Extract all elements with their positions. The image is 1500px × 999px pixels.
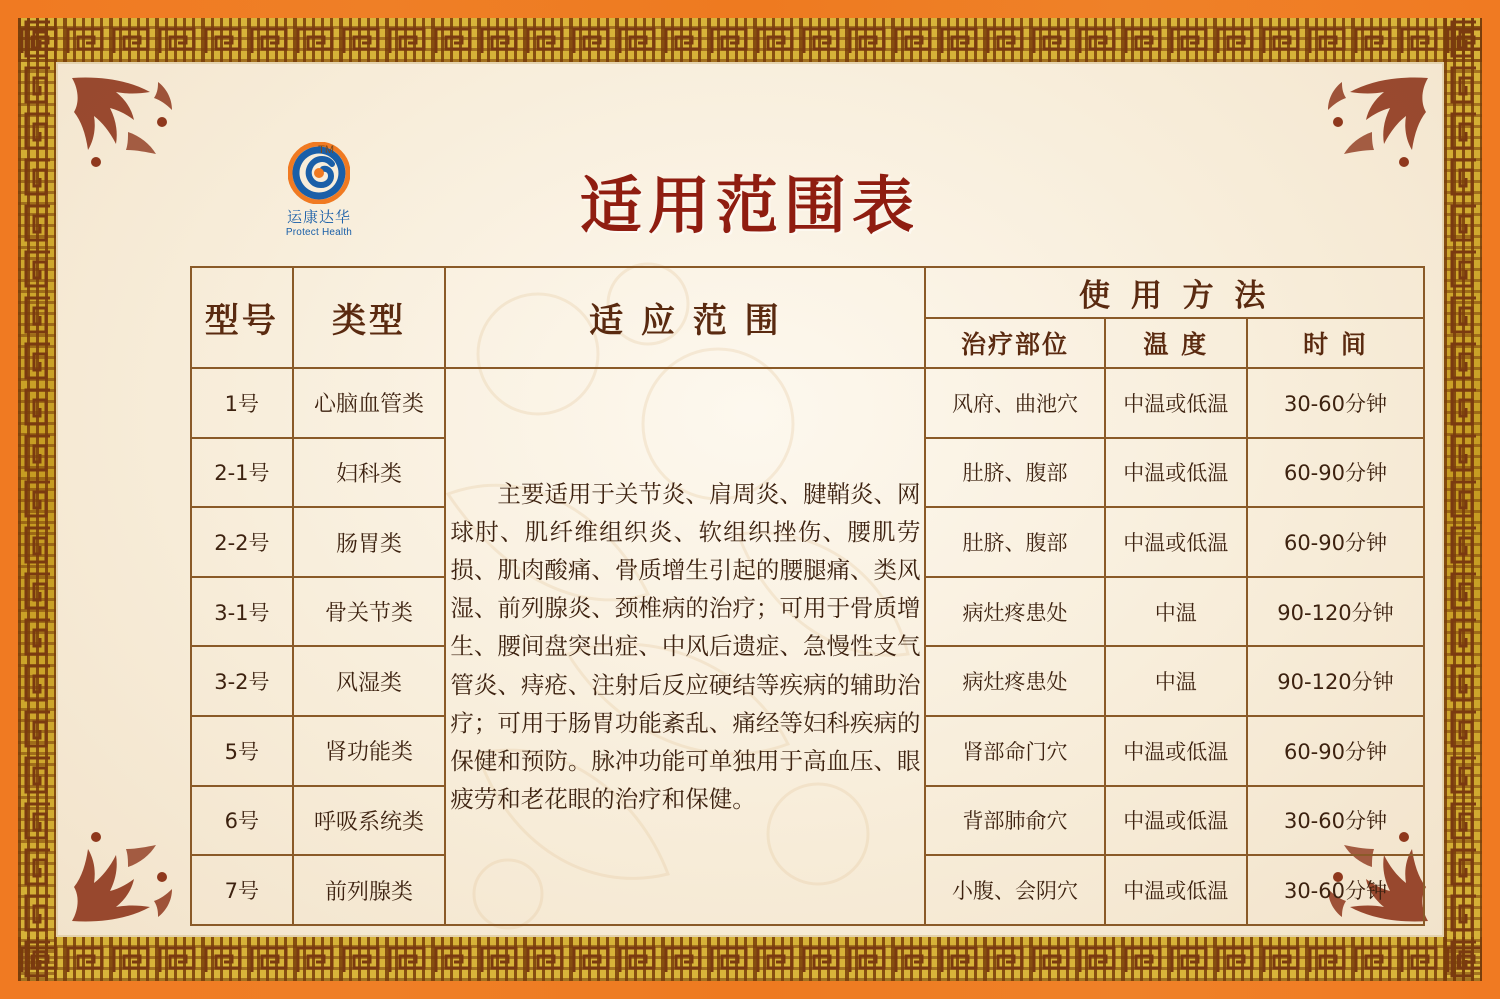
greek-key-motif-icon: [1214, 942, 1260, 976]
greek-key-motif-icon: [1352, 23, 1398, 57]
cell-part: 小腹、会阴穴: [925, 855, 1104, 925]
cell-part: 背部肺俞穴: [925, 786, 1104, 856]
cell-temperature: 中温或低温: [1105, 507, 1247, 577]
greek-key-motif-icon: [202, 23, 248, 57]
cell-part: 病灶疼患处: [925, 577, 1104, 647]
column-header-usage: 使 用 方 法: [925, 267, 1424, 318]
greek-key-motif-icon: [1352, 942, 1398, 976]
greek-key-motif-icon: [1260, 942, 1306, 976]
trademark-symbol: TM: [318, 144, 334, 156]
greek-key-motif-icon: [1446, 800, 1480, 846]
cell-type: 呼吸系统类: [293, 786, 446, 856]
cell-time: 60-90分钟: [1247, 438, 1424, 508]
greek-key-motif-icon: [1168, 942, 1214, 976]
greek-key-motif-icon: [64, 23, 110, 57]
greek-key-motif-icon: [1446, 708, 1480, 754]
cell-temperature: 中温: [1105, 646, 1247, 716]
cell-temperature: 中温或低温: [1105, 438, 1247, 508]
poster-page: [56, 62, 1444, 937]
cell-time: 30-60分钟: [1247, 786, 1424, 856]
greek-key-motif-icon: [800, 23, 846, 57]
greek-key-motif-icon: [20, 110, 54, 156]
greek-key-motif-icon: [20, 800, 54, 846]
greek-key-motif-icon: [1446, 938, 1480, 981]
greek-key-motif-icon: [1260, 23, 1306, 57]
greek-key-motif-icon: [1446, 110, 1480, 156]
greek-key-motif-icon: [1076, 23, 1122, 57]
greek-key-motif-icon: [754, 23, 800, 57]
greek-key-motif-icon: [248, 942, 294, 976]
greek-key-motif-icon: [478, 942, 524, 976]
greek-key-motif-icon: [156, 942, 202, 976]
greek-key-motif-icon: [20, 294, 54, 340]
greek-key-motif-icon: [662, 23, 708, 57]
greek-key-motif-icon: [1446, 64, 1480, 110]
greek-key-motif-icon: [294, 942, 340, 976]
greek-key-motif-icon: [156, 23, 202, 57]
cell-model: 3-2号: [191, 646, 293, 716]
column-header-model: 型号: [191, 267, 293, 368]
column-header-time: 时 间: [1247, 318, 1424, 368]
cell-model: 6号: [191, 786, 293, 856]
greek-key-motif-icon: [1446, 662, 1480, 708]
greek-key-motif-icon: [20, 340, 54, 386]
greek-key-motif-icon: [1446, 156, 1480, 202]
cell-part: 风府、曲池穴: [925, 368, 1104, 438]
column-header-type: 类型: [293, 267, 446, 368]
greek-key-motif-icon: [616, 942, 662, 976]
greek-key-motif-icon: [1306, 23, 1352, 57]
cell-model: 5号: [191, 716, 293, 786]
greek-key-motif-icon: [1446, 248, 1480, 294]
greek-key-motif-icon: [1446, 340, 1480, 386]
decorative-gold-frame: [18, 18, 1482, 981]
brand-name-cn: 运康达华: [286, 208, 351, 226]
cell-type: 肠胃类: [293, 507, 446, 577]
greek-key-motif-icon: [20, 202, 54, 248]
greek-key-motif-icon: [432, 942, 478, 976]
greek-key-motif-icon: [1398, 942, 1444, 976]
column-header-scope: 适 应 范 围: [445, 267, 925, 368]
cell-time: 30-60分钟: [1247, 368, 1424, 438]
greek-key-motif-icon: [1446, 892, 1480, 938]
table-header-row-1: [191, 267, 1424, 318]
greek-key-border-right: [1444, 18, 1482, 981]
greek-key-motif-icon: [570, 23, 616, 57]
greek-key-motif-icon: [20, 662, 54, 708]
cell-temperature: 中温: [1105, 577, 1247, 647]
greek-key-motif-icon: [524, 23, 570, 57]
greek-key-motif-icon: [1446, 570, 1480, 616]
greek-key-motif-icon: [20, 616, 54, 662]
greek-key-motif-icon: [1122, 23, 1168, 57]
greek-key-motif-icon: [524, 942, 570, 976]
cell-type: 骨关节类: [293, 577, 446, 647]
greek-key-motif-icon: [938, 23, 984, 57]
greek-key-motif-icon: [892, 942, 938, 976]
greek-key-motif-icon: [20, 892, 54, 938]
greek-key-motif-icon: [800, 942, 846, 976]
greek-key-motif-icon: [1076, 942, 1122, 976]
greek-key-motif-icon: [1168, 23, 1214, 57]
cell-type: 风湿类: [293, 646, 446, 716]
scope-table: [190, 266, 1425, 926]
cell-model: 1号: [191, 368, 293, 438]
greek-key-motif-icon: [570, 942, 616, 976]
column-header-temperature: 温 度: [1105, 318, 1247, 368]
greek-key-motif-icon: [20, 64, 54, 110]
cell-temperature: 中温或低温: [1105, 855, 1247, 925]
greek-key-motif-icon: [110, 942, 156, 976]
greek-key-motif-icon: [1446, 202, 1480, 248]
greek-key-motif-icon: [846, 23, 892, 57]
column-header-part: 治疗部位: [925, 318, 1104, 368]
greek-key-motif-icon: [20, 18, 54, 64]
greek-key-motif-icon: [294, 23, 340, 57]
scope-table-container: [190, 266, 1425, 926]
greek-key-motif-icon: [1214, 23, 1260, 57]
cell-time: 60-90分钟: [1247, 716, 1424, 786]
greek-key-motif-icon: [846, 942, 892, 976]
greek-key-motif-icon: [892, 23, 938, 57]
cell-type: 肾功能类: [293, 716, 446, 786]
greek-key-motif-icon: [386, 23, 432, 57]
cell-type: 前列腺类: [293, 855, 446, 925]
greek-key-motif-icon: [248, 23, 294, 57]
greek-key-motif-icon: [20, 248, 54, 294]
greek-key-motif-icon: [1446, 294, 1480, 340]
cell-model: 7号: [191, 855, 293, 925]
cell-type: 妇科类: [293, 438, 446, 508]
greek-key-motif-icon: [20, 478, 54, 524]
greek-key-motif-icon: [20, 754, 54, 800]
greek-key-motif-icon: [340, 942, 386, 976]
cell-part: 病灶疼患处: [925, 646, 1104, 716]
cell-type: 心脑血管类: [293, 368, 446, 438]
greek-key-motif-icon: [938, 942, 984, 976]
greek-key-motif-icon: [20, 570, 54, 616]
cell-time: 60-90分钟: [1247, 507, 1424, 577]
greek-key-motif-icon: [1446, 386, 1480, 432]
greek-key-motif-icon: [1446, 616, 1480, 662]
table-row: [191, 368, 1424, 438]
cell-scope-text: [445, 368, 925, 925]
greek-key-motif-icon: [1446, 478, 1480, 524]
scope-paragraph: 主要适用于关节炎、肩周炎、腱鞘炎、网球肘、肌纤维组织炎、软组织挫伤、腰肌劳损、肌肉酸痛、骨质增生引起的腰腿痛、类风湿、前列腺炎、颈椎病的治疗；可用于骨质增生、腰间盘突出症、中风后遗症、急慢性支气管炎、痔疮、注射后反应硬结等疾病的辅助治疗；可用于肠胃功能紊乱、痛经等妇科疾病的保健和预防。脉冲功能可单独用于高血压、眼疲劳和老花眼的治疗和保健。: [450, 480, 921, 813]
greek-key-motif-icon: [386, 942, 432, 976]
greek-key-motif-icon: [662, 942, 708, 976]
greek-key-border-top: [18, 18, 1482, 62]
greek-key-motif-icon: [1446, 18, 1480, 64]
greek-key-motif-icon: [708, 23, 754, 57]
greek-key-motif-icon: [1446, 524, 1480, 570]
cell-part: 肚脐、腹部: [925, 438, 1104, 508]
greek-key-motif-icon: [1122, 942, 1168, 976]
greek-key-motif-icon: [20, 432, 54, 478]
cell-model: 2-1号: [191, 438, 293, 508]
greek-key-motif-icon: [432, 23, 478, 57]
greek-key-border-left: [18, 18, 56, 981]
greek-key-motif-icon: [64, 942, 110, 976]
cell-temperature: 中温或低温: [1105, 786, 1247, 856]
greek-key-motif-icon: [616, 23, 662, 57]
greek-key-motif-icon: [202, 942, 248, 976]
greek-key-motif-icon: [1030, 23, 1076, 57]
cell-time: 90-120分钟: [1247, 646, 1424, 716]
cell-time: 90-120分钟: [1247, 577, 1424, 647]
greek-key-border-bottom: [18, 937, 1482, 981]
page-title: 适用范围表: [579, 169, 920, 242]
cell-temperature: 中温或低温: [1105, 716, 1247, 786]
greek-key-motif-icon: [1030, 942, 1076, 976]
greek-key-motif-icon: [110, 23, 156, 57]
greek-key-motif-icon: [20, 846, 54, 892]
cell-time: 30-60分钟: [1247, 855, 1424, 925]
greek-key-motif-icon: [20, 156, 54, 202]
greek-key-motif-icon: [754, 942, 800, 976]
cell-part: 肚脐、腹部: [925, 507, 1104, 577]
greek-key-motif-icon: [1398, 23, 1444, 57]
greek-key-motif-icon: [1446, 846, 1480, 892]
greek-key-motif-icon: [20, 708, 54, 754]
cell-model: 2-2号: [191, 507, 293, 577]
greek-key-motif-icon: [20, 386, 54, 432]
greek-key-motif-icon: [1446, 754, 1480, 800]
greek-key-motif-icon: [20, 524, 54, 570]
corner-ornament-icon: [66, 819, 186, 929]
greek-key-motif-icon: [340, 23, 386, 57]
cell-part: 肾部命门穴: [925, 716, 1104, 786]
greek-key-motif-icon: [984, 23, 1030, 57]
greek-key-motif-icon: [1446, 432, 1480, 478]
greek-key-motif-icon: [1306, 942, 1352, 976]
greek-key-motif-icon: [984, 942, 1030, 976]
cell-model: 3-1号: [191, 577, 293, 647]
greek-key-motif-icon: [20, 938, 54, 981]
greek-key-motif-icon: [478, 23, 524, 57]
cell-temperature: 中温或低温: [1105, 368, 1247, 438]
greek-key-motif-icon: [708, 942, 754, 976]
brand-name-en: Protect Health: [285, 227, 353, 238]
